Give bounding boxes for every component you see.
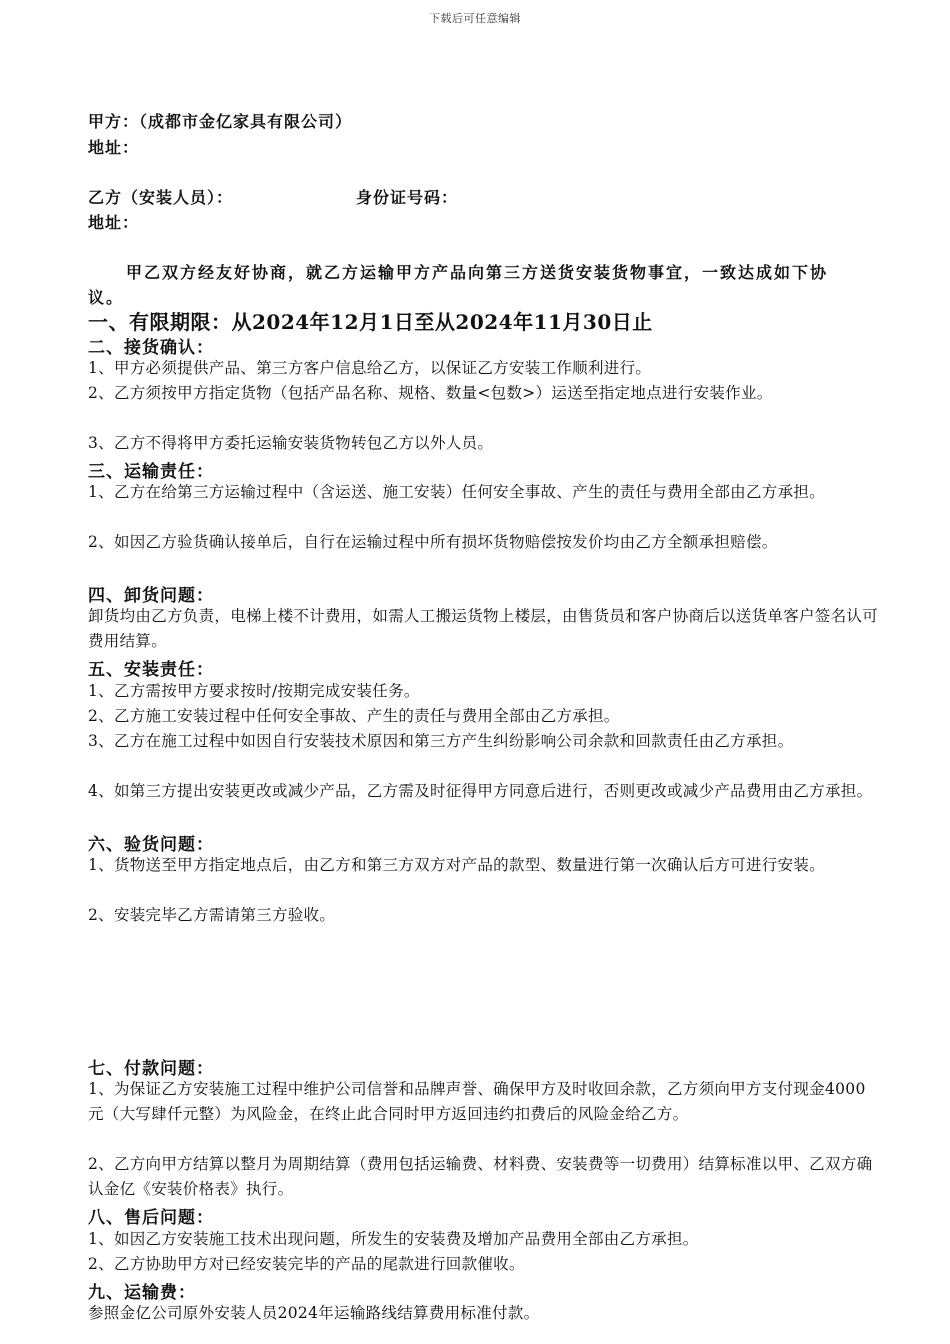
section-5-item-3: 3、乙方在施工过程中如因自行安装技术原因和第三方产生纠纷影响公司余款和回款责任由乙方承担。 <box>88 732 794 750</box>
section-8-item-1: 1、如因乙方安装施工技术出现问题，所发生的安装费及增加产品费用全部由乙方承担。 <box>88 1230 699 1248</box>
section-2-item-1: 1、甲方必须提供产品、第三方客户信息给乙方，以保证乙方安装工作顺利进行。 <box>88 359 652 377</box>
section-6-title: 六、验货问题： <box>88 835 214 855</box>
section-3-item-1: 1、乙方在给第三方运输过程中（含运送、施工安装）任何安全事故、产生的责任与费用全部由乙方承担。 <box>88 483 825 501</box>
section-6-item-1: 1、货物送至甲方指定地点后，由乙方和第三方双方对产品的款型、数量进行第一次确认后方可进行安装。 <box>88 856 825 874</box>
section-7-item-1: 1、为保证乙方安装施工过程中维护公司信誉和品牌声誉、确保甲方及时收回余款，乙方须向甲方支付现金4000元（大写肆仟元整）为风险金，在终止此合同时甲方返回违约扣费后的风险金给乙方。 <box>88 1080 866 1123</box>
section-8-title: 八、售后问题： <box>88 1208 214 1228</box>
section-4-title: 四、卸货问题： <box>88 586 214 606</box>
section-5-title: 五、安装责任： <box>88 660 214 680</box>
section-8-item-2: 2、乙方协助甲方对已经安装完毕的产品的尾款进行回款催收。 <box>88 1255 525 1273</box>
section-9-text: 参照金亿公司原外安装人员2024年运输路线结算费用标准付款。 <box>88 1304 540 1322</box>
section-9-title: 九、运输费： <box>88 1283 196 1303</box>
section-1-title: 一、有限期限：从2024年12月1日至从2024年11月30日止 <box>88 310 653 334</box>
intro-line-1: 甲乙双方经友好协商，就乙方运输甲方产品向第三方送货安装货物事宜，一致达成如下协 <box>126 263 829 282</box>
party-b-line: 乙方（安装人员）： <box>88 188 234 207</box>
section-5-item-2: 2、乙方施工安装过程中任何安全事故、产生的责任与费用全部由乙方承担。 <box>88 707 620 725</box>
header-note: 下载后可任意编辑 <box>429 12 521 25</box>
party-b-address: 地址： <box>88 213 140 232</box>
section-5-item-4: 4、如第三方提出安装更改或减少产品，乙方需及时征得甲方同意后进行，否则更改或减少产品费用由乙方承担。 <box>88 782 873 800</box>
party-a-address: 地址： <box>88 138 140 157</box>
section-7-item-2: 2、乙方向甲方结算以整月为周期结算（费用包括运输费、材料费、安装费等一切费用）结算标准以甲、乙双方确认金亿《安装价格表》执行。 <box>88 1155 873 1198</box>
intro-line-2: 议。 <box>88 288 125 307</box>
section-2-title: 二、接货确认： <box>88 338 214 358</box>
section-3-item-2: 2、如因乙方验货确认接单后，自行在运输过程中所有损坏货物赔偿按发价均由乙方全额承担赔偿。 <box>88 533 778 551</box>
party-a-line: 甲方：（成都市金亿家具有限公司） <box>88 112 353 131</box>
section-3-title: 三、运输责任： <box>88 462 214 482</box>
section-5-item-1: 1、乙方需按甲方要求按时/按期完成安装任务。 <box>88 682 420 700</box>
section-4-text: 卸货均由乙方负责，电梯上楼不计费用，如需人工搬运货物上楼层，由售货员和客户协商后以送货单客户签名认可费用结算。 <box>88 607 879 650</box>
id-number-label: 身份证号码： <box>356 188 459 207</box>
section-6-item-2: 2、安装完毕乙方需请第三方验收。 <box>88 906 336 924</box>
section-2-item-3: 3、乙方不得将甲方委托运输安装货物转包乙方以外人员。 <box>88 434 494 452</box>
section-7-title: 七、付款问题： <box>88 1059 214 1079</box>
section-2-item-2: 2、乙方须按甲方指定货物（包括产品名称、规格、数量<包数>）运送至指定地点进行安装作业。 <box>88 384 773 402</box>
